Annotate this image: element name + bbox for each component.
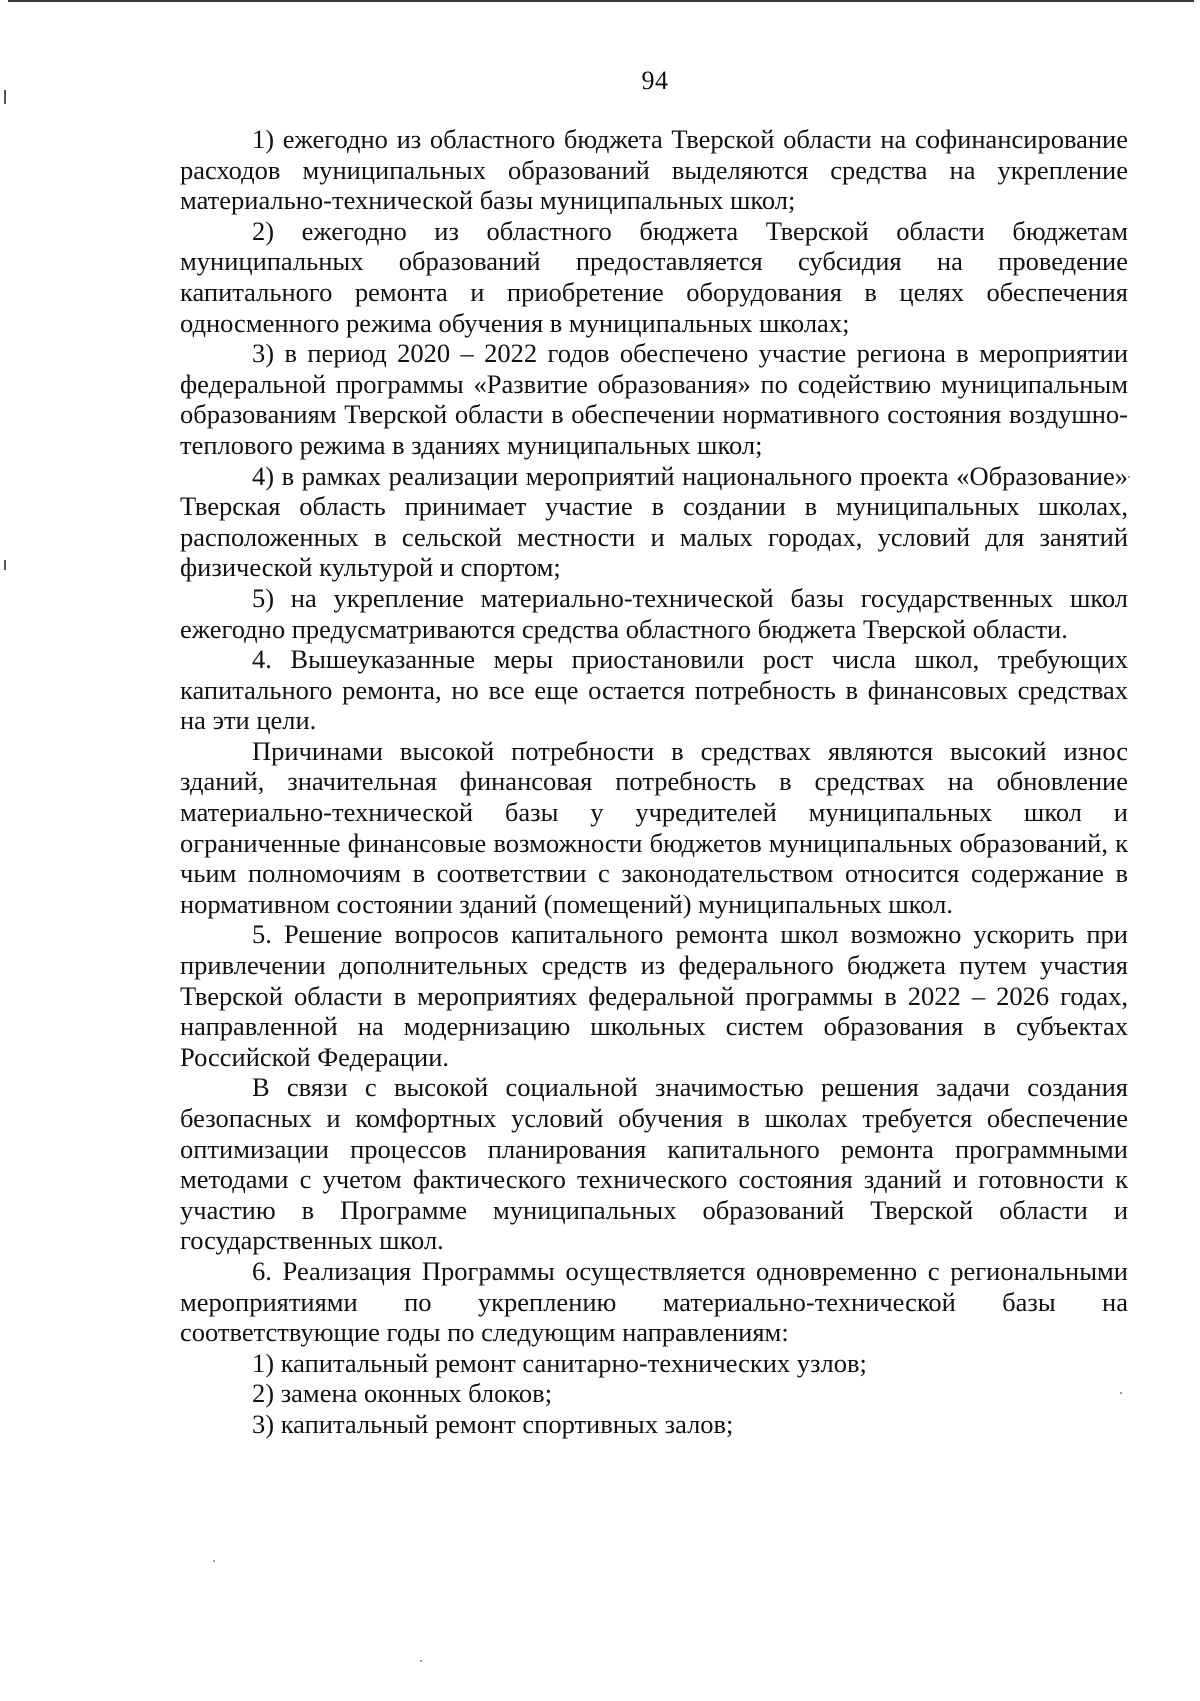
paragraph: 2) ежегодно из областного бюджета Тверской области бюджетам муниципальных образований предоставляется субсидия на проведение капитального ремонта и приобретение оборудования в целях обеспечения односменного режима обучения в муниципальных школах; bbox=[180, 215, 1128, 338]
page-number: 94 bbox=[641, 66, 669, 95]
scan-speck bbox=[1128, 476, 1130, 478]
scan-speck bbox=[213, 1560, 215, 1562]
list-item: 1) капитальный ремонт санитарно-технических узлов; bbox=[252, 1347, 867, 1378]
paragraph: 4) в рамках реализации мероприятий национального проекта «Образование» Тверская область принимает участие в создании в муниципальных школах, расположенных в сельской местности и малых городах, условий для занятий физической культурой и спортом; bbox=[180, 460, 1128, 583]
scan-speck bbox=[420, 1660, 422, 1662]
paragraph: 3) в период 2020 – 2022 годов обеспечено участие региона в мероприятии федеральной программы «Развитие образования» по содействию муниципальным образованиям Тверской области в обеспечении нормативного состояния воздушно-теплового режима в зданиях муниципальных школ; bbox=[180, 338, 1128, 460]
paragraph: Причинами высокой потребности в средствах являются высокий износ зданий, значительная финансовая потребность в средствах на обновление материально-технической базы у учредителей муниципальных школ и ограниченные финансовые возможности бюджетов муниципальных образований, к чьим полномочиям в соответствии с законодательством относится содержание в нормативном состоянии зданий (помещений) муниципальных школ. bbox=[180, 735, 1128, 919]
scan-speck bbox=[1120, 1392, 1122, 1394]
paragraph: 4. Вышеуказанные меры приостановили рост числа школ, требующих капитального ремонта, но все еще остается потребность в финансовых средствах на эти цели. bbox=[180, 644, 1128, 736]
paragraph: 6. Реализация Программы осуществляется одновременно с региональными мероприятиями по укреплению материально-технической базы на соответствующие годы по следующим направлениям: bbox=[180, 1255, 1128, 1348]
scan-top-edge bbox=[8, 0, 1194, 2]
paragraph: В связи с высокой социальной значимостью решения задачи создания безопасных и комфортных условий обучения в школах требуется обеспечение оптимизации процессов планирования капитального ремонта программными методами с учетом фактического технического состояния зданий и готовности к участию в Программе муниципальных образований Тверской области и государственных школ. bbox=[180, 1072, 1128, 1256]
body-text bbox=[180, 124, 1128, 1440]
paragraph: 1) ежегодно из областного бюджета Тверской области на софинансирование расходов муниципальных образований выделяются средства на укрепление материально-технической базы муниципальных школ; bbox=[180, 124, 1128, 216]
paragraph: 5) на укрепление материально-технической базы государственных школ ежегодно предусматриваются средства областного бюджета Тверской области. bbox=[180, 582, 1128, 644]
paragraph: 5. Решение вопросов капитального ремонта школ возможно ускорить при привлечении дополнительных средств из федерального бюджета путем участия Тверской области в мероприятиях федеральной программы в 2022 – 2026 годах, направленной на модернизацию школьных систем образования в субъектах Российской Федерации. bbox=[180, 919, 1128, 1072]
list-item: 3) капитальный ремонт спортивных залов; bbox=[252, 1408, 734, 1439]
list-item: 2) замена оконных блоков; bbox=[252, 1378, 553, 1409]
scan-margin-mark bbox=[4, 560, 6, 570]
